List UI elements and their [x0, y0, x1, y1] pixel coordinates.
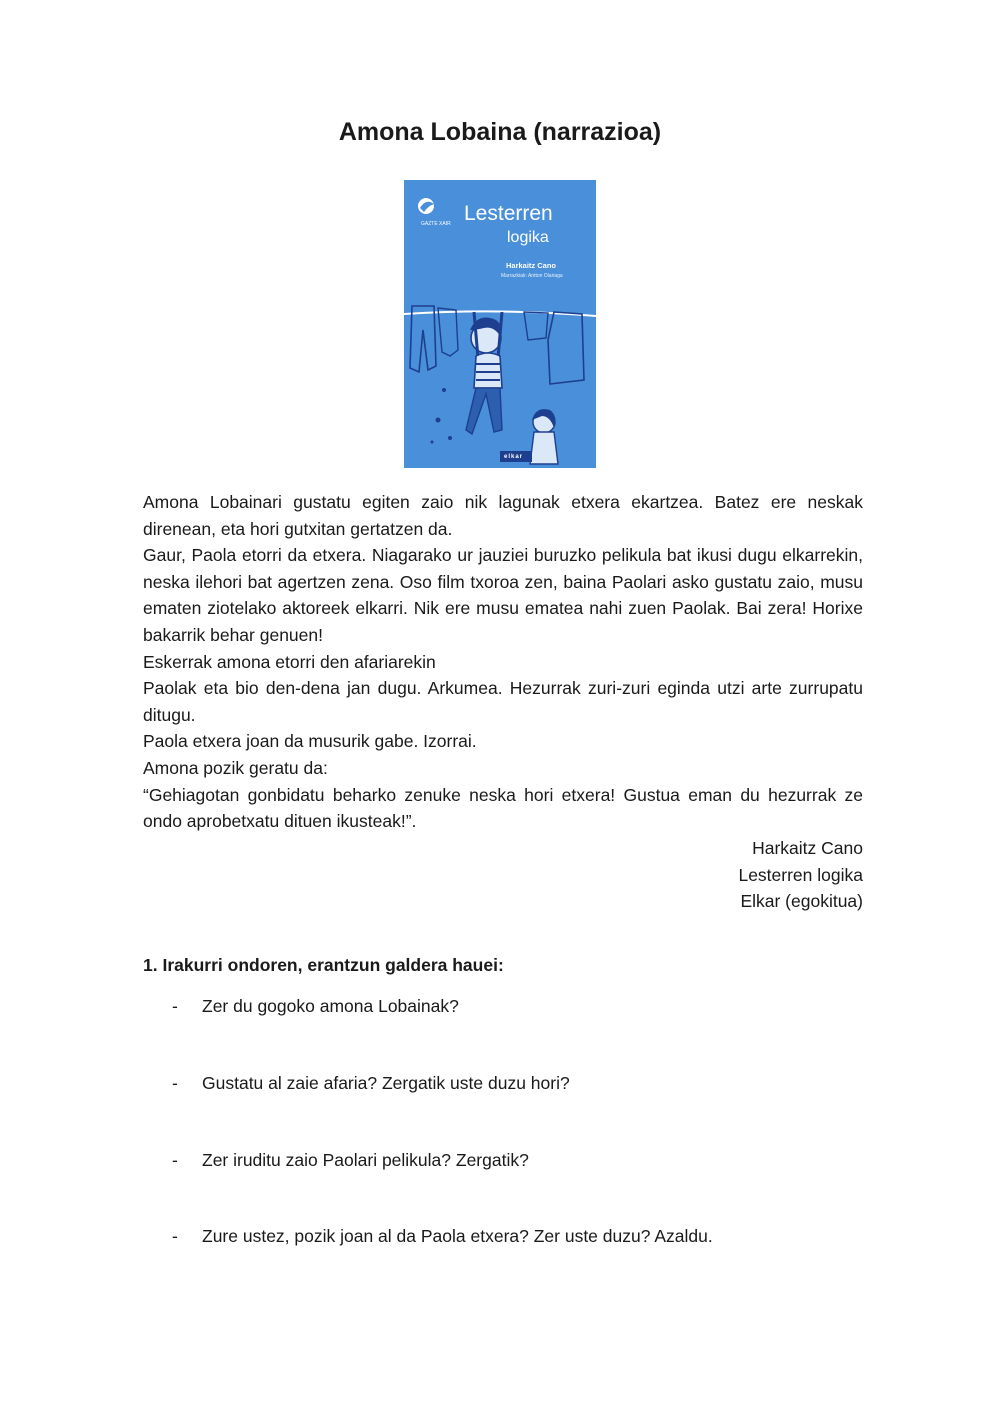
book-cover-image: [404, 180, 596, 468]
source-attribution: [143, 835, 863, 915]
cover-series-label: GAZTE XAIR: [421, 221, 451, 227]
story-paragraph: Eskerrak amona etorri den afariarekin: [143, 651, 436, 672]
question-item: [172, 1071, 570, 1095]
story-paragraph: Gaur, Paola etorri da etxera. Niagarako ur jauziei buruzko pelikula bat ikusi dugu elkarrekin, neska ilehori bat agertzen zena. Oso film txoroa zen, baina Paolari asko gustatu zaio, musu ematen ziotelako aktoreek elkarri. Nik ere musu ematea nahi zuen Paolak. Bai zera! Horixe bakarrik behar genuen!: [143, 545, 863, 645]
bullet-dash: -: [172, 1150, 178, 1170]
question-item: [172, 1224, 713, 1248]
cover-publisher: elkar: [504, 454, 524, 460]
story-paragraph: Amona Lobainari gustatu egiten zaio nik lagunak etxera ekartzea. Batez ere neskak direnean, eta hori gutxitan gertatzen da.: [143, 492, 863, 539]
bullet-dash: -: [172, 996, 178, 1016]
bullet-dash: -: [172, 1073, 178, 1093]
question-item: [172, 1148, 529, 1172]
question-text: Zure ustez, pozik joan al da Paola etxera? Zer uste duzu? Azaldu.: [202, 1226, 713, 1246]
source-author: Harkaitz Cano: [752, 838, 863, 858]
story-paragraph: Paola etxera joan da musurik gabe. Izorrai.: [143, 731, 477, 752]
question-text: Gustatu al zaie afaria? Zergatik uste duzu hori?: [202, 1073, 570, 1093]
story-paragraph: Amona pozik geratu da:: [143, 757, 328, 778]
story-text: [143, 489, 863, 835]
source-publisher: Elkar (egokitua): [740, 891, 863, 912]
page-title: Amona Lobaina (narrazioa): [338, 118, 662, 146]
cover-author: Harkaitz Cano: [506, 261, 557, 270]
cover-title: Lesterren: [464, 202, 553, 225]
cover-illustrator: Marrazkiak: Antton Olariaga: [501, 273, 563, 279]
bullet-dash: -: [172, 1226, 178, 1246]
source-book: Lesterren logika: [738, 864, 863, 885]
exercise-heading: 1. Irakurri ondoren, erantzun galdera hauei:: [143, 955, 504, 975]
question-item: [172, 994, 459, 1018]
question-text: Zer iruditu zaio Paolari pelikula? Zergatik?: [202, 1150, 529, 1170]
story-paragraph: Paolak eta bio den-dena jan dugu. Arkumea. Hezurrak zuri-zuri eginda utzi arte zurrupatu ditugu.: [143, 678, 863, 725]
question-text: Zer du gogoko amona Lobainak?: [202, 996, 459, 1016]
story-paragraph: “Gehiagotan gonbidatu beharko zenuke neska hori etxera! Gustua eman du hezurrak ze ondo aprobetxatu dituen ikusteak!”.: [143, 784, 863, 832]
cover-subtitle: logika: [507, 229, 549, 246]
